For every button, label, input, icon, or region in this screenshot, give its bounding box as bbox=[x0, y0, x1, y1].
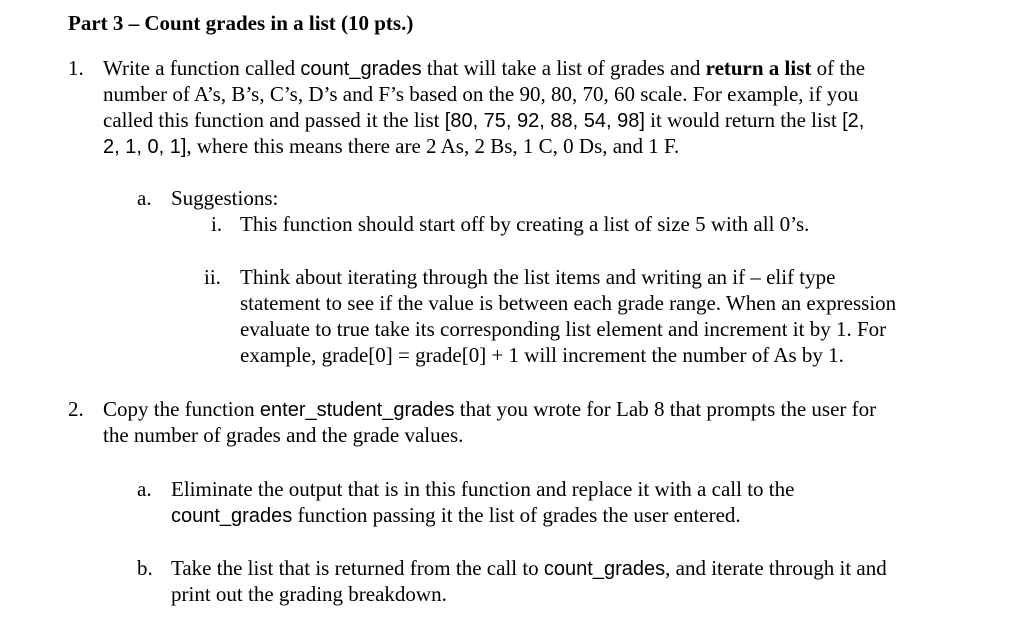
item-1a-label: a. bbox=[137, 186, 152, 210]
text: it would return the list bbox=[644, 108, 843, 132]
item-2a-line-1: Eliminate the output that is in this function and replace it with a call to the bbox=[171, 477, 795, 501]
code-result-end: 2, 1, 0, 1] bbox=[103, 136, 187, 158]
item-2b-label: b. bbox=[137, 556, 153, 580]
code-example-list: [80, 75, 92, 88, 54, 98] bbox=[444, 110, 645, 132]
item-2b-line-2: print out the grading breakdown. bbox=[171, 582, 447, 606]
code-count-grades: count_grades bbox=[300, 58, 422, 80]
item-2b-line-1 bbox=[171, 555, 887, 582]
item-1-line-2: number of A’s, B’s, C’s, D’s and F’s based on the 90, 80, 70, 60 scale. For example, if you bbox=[103, 82, 859, 106]
bold-return-a-list: return a list bbox=[705, 56, 812, 80]
text: Write a function called bbox=[103, 56, 301, 80]
item-2-line-1 bbox=[103, 396, 876, 423]
item-1-line-4 bbox=[103, 133, 679, 160]
item-1a-ii-line-3: evaluate to true take its corresponding list element and increment it by 1. For bbox=[240, 317, 887, 341]
item-2-line-2: the number of grades and the grade values. bbox=[103, 423, 464, 447]
item-2a-label: a. bbox=[137, 477, 152, 501]
text: Copy the function bbox=[103, 397, 260, 421]
text: that will take a list of grades and bbox=[421, 56, 706, 80]
item-1a-ii-line-4: example, grade[0] = grade[0] + 1 will increment the number of As by 1. bbox=[240, 343, 844, 367]
code-count-grades: count_grades bbox=[171, 505, 293, 527]
section-title: Part 3 – Count grades in a list (10 pts.) bbox=[68, 11, 414, 35]
item-1a-i-text: This function should start off by creating a list of size 5 with all 0’s. bbox=[240, 212, 810, 236]
item-1-number: 1. bbox=[68, 56, 84, 80]
text: , and iterate through it and bbox=[665, 556, 887, 580]
item-1-line-1 bbox=[103, 55, 865, 82]
code-count-grades: count_grades bbox=[543, 558, 666, 580]
text: called this function and passed it the list bbox=[103, 108, 445, 132]
code-result-start: [2, bbox=[842, 110, 865, 132]
text: of the bbox=[811, 56, 866, 80]
item-2a-line-2 bbox=[171, 502, 741, 529]
text: that you wrote for Lab 8 that prompts the user for bbox=[454, 397, 877, 421]
item-1-line-3 bbox=[103, 107, 864, 134]
item-1a-i-label: i. bbox=[211, 212, 223, 236]
item-1a-ii-label: ii. bbox=[204, 265, 221, 289]
item-1a-ii-line-1: Think about iterating through the list items and writing an if – elif type bbox=[240, 265, 836, 289]
text: Take the list that is returned from the call to bbox=[171, 556, 544, 580]
text: function passing it the list of grades the user entered. bbox=[292, 503, 741, 527]
text: , where this means there are 2 As, 2 Bs, 1 C, 0 Ds, and 1 F. bbox=[186, 134, 680, 158]
code-enter-student-grades: enter_student_grades bbox=[259, 399, 455, 421]
item-1a-ii-line-2: statement to see if the value is between each grade range. When an expression bbox=[240, 291, 897, 315]
item-1a-text: Suggestions: bbox=[171, 186, 279, 210]
item-2-number: 2. bbox=[68, 397, 84, 421]
